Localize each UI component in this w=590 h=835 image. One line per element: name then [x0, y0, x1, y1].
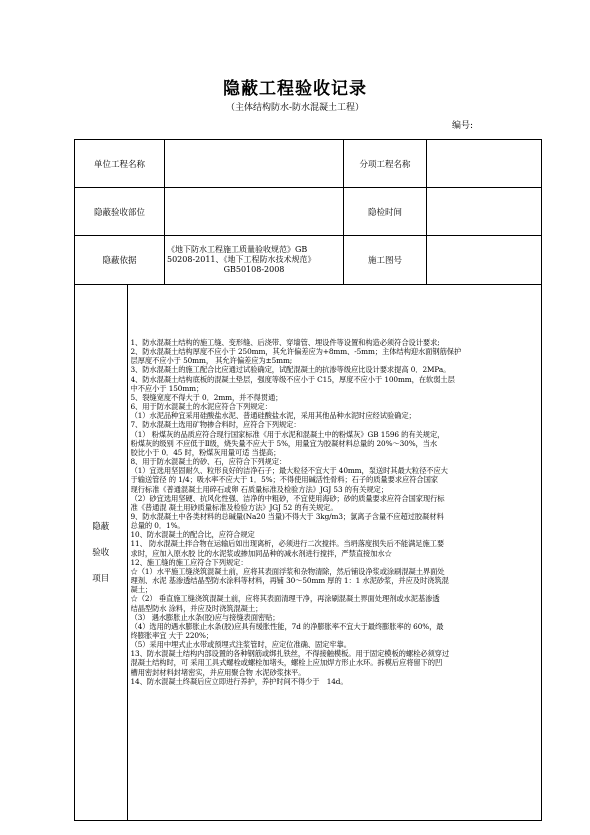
sub-project-label: 分项工程名称 [344, 140, 427, 188]
content-line: （4）选用的遇水膨胀止水条(胶)应具有缓胀性能，7d 的净膨胀率不宜大于最终膨胀率的 60%，最 [130, 621, 444, 631]
content-line: 7、防水混凝土选用矿物掺合料时，应符合下列规定： [130, 420, 301, 430]
drawing-label: 施工图号 [344, 236, 427, 285]
content-line: 8、用于防水混凝土的砂、石，应符合下列规定： [130, 457, 287, 467]
hidden-part-label: 隐蔽验收部位 [75, 188, 165, 236]
content-line: 3、防水混凝土的施工配合比应通过试验确定，试配混凝土的抗渗等级应比设计要求提高 0．2MPa。 [130, 365, 451, 375]
hidden-time-value[interactable] [427, 188, 542, 236]
content-line: 12、施工缝的施工应符合下列规定： [130, 557, 248, 567]
items-cell [75, 285, 542, 821]
basis-line: 《地下防水工程施工质量验收规范》GB [167, 245, 308, 254]
content-line: 5、裂缝宽度不得大于 0．2mm，并不得贯通； [130, 392, 283, 402]
content-line: （5）采用中埋式止水带或预埋式注浆管时，应定位准确、固定牢靠。 [130, 640, 351, 650]
content-line: ☆（1）水平施工缝浇筑混凝土前，应将其表面浮浆和杂物清除，然后铺设净浆或涂刷混凝土界面处 [130, 566, 445, 576]
content-line: （3） 遇水膨胀止水条(胶)应与接缝表面密贴； [130, 612, 280, 622]
content-line: 14、防水混凝土终凝后应立即进行养护，养护时间不得少于 14d。 [130, 676, 348, 686]
content-line: 4、防水混凝土结构底板的混凝土垫层，强度等级不应小于 C15，厚度不应小于 100mm，在软弱土层 [130, 374, 455, 384]
basis-line: 50208-2011、《地下工程防水技术规范》 [167, 255, 316, 264]
content-line: 混凝土结构时，可 采用工具式螺栓或螺栓加堵头，螺栓上应加焊方形止水环。拆模后应将留下的凹 [130, 658, 443, 668]
content-line: 1、防水混凝土结构的施工缝、变形缝、后浇带、穿墙管、埋设件等设置和构造必须符合设计要求; [130, 338, 440, 347]
content-line: ☆（2） 垂直施工缝浇筑混凝土前，应将其表面清理干净，再涂刷混凝土界面处理剂或水泥基渗透 [130, 594, 440, 604]
content-line: 终膨胀率宜 大于 220%； [130, 631, 213, 640]
hidden-time-label: 隐检时间 [344, 188, 427, 236]
content-line: 2、防水混凝土结构厚度不应小于 250mm，其允许偏差应为+8mm、-5mm；主体结构迎水面钢筋保护 [130, 347, 462, 357]
items-label: 隐蔽 验收 项目 [75, 285, 127, 820]
content-line: 胶比小于 0．45 时，粉煤灰用量可适 当提高； [130, 447, 281, 457]
drawing-value[interactable] [427, 236, 542, 285]
content-line: 于输送管径 的 1/4；吸水率不应大于 1．5%；不得使用碱活性骨料；石子的质量要求应符合国家 [130, 475, 438, 485]
content-line: 理剂、水泥 基渗透结晶型防水涂料等材料，再铺 30～50mm 厚的 1：1 水泥砂浆，并应及时浇筑混 [130, 576, 449, 586]
content-line: 准《普通混 凝土用砂质量标准及检验方法》JGJ 52 的有关规定。 [130, 502, 338, 512]
content-line: 9、防水混凝土中各类材料的总碱量(Na20 当量)不得大于 3kg/m3；氯离子含量不应超过胶凝材料 [130, 511, 444, 521]
content-line: 凝土； [130, 585, 153, 595]
record-table [74, 139, 542, 821]
row-unit-project [75, 140, 542, 188]
basis-value [165, 236, 344, 285]
content-line: 13、防水混凝土结构内部设置的各种钢筋或绑扎铁丝，不得接触模板。用于固定模板的螺栓必须穿过 [130, 649, 450, 659]
basis-label: 隐蔽依据 [75, 236, 165, 285]
content-line: 粉煤灰的级别 不应低于Ⅱ级，烧失量不应大于 5%，用量宜为胶凝材料总量的 20%～30%，当水 [130, 438, 438, 448]
unit-project-value[interactable] [165, 140, 344, 188]
items-content [127, 285, 541, 820]
content-line: 中不应小于 150mm； [130, 383, 204, 393]
content-line: （1）水泥品种宜采用硅酸盐水泥、普通硅酸盐水泥，采用其他品种水泥时应经试验确定； [130, 411, 416, 421]
content-line: 总量的 0．1%。 [130, 521, 185, 531]
unit-project-label: 单位工程名称 [75, 140, 165, 188]
hidden-part-value[interactable] [165, 188, 344, 236]
sub-project-value[interactable] [427, 140, 542, 188]
content-line: 层厚度不应小于 50mm， 其允许偏差应为±5mm; [130, 356, 293, 366]
content-line: （1） 粉煤灰的品质应符合现行国家标准《用于水泥和混凝土中的粉煤灰》GB 1596 的有关规定， [130, 429, 445, 439]
items-inner-table [75, 285, 541, 820]
content-line: 求时，应加入原水胶 比的水泥浆或掺加同品种的减水剂进行搅拌，严禁直接加水☆ [130, 548, 392, 558]
content-line: （1）宜选用坚固耐久、粒形良好的洁净石子；最大粒径不宜大于 40mm，泵送时其最大粒径不应大 [130, 466, 448, 476]
content-line: 11、 防水混凝土拌合物在运输后如出现离析，必须进行二次搅拌。当坍落度损失后不能满足施工要 [130, 539, 445, 549]
content-line: 6、用于防水混凝土的水泥应符合下列规定： [130, 402, 272, 412]
content-line: （2）砂宜选用坚硬、抗风化性强、洁净的中粗砂，不宜使用海砂；砂的质量要求应符合国家现行标 [130, 493, 445, 503]
number-label: 编号: [452, 121, 474, 131]
row-items [75, 285, 542, 821]
content-line: 槽用密封材料封堵密实，并应用聚合物 水泥砂浆抹平。 [130, 667, 306, 677]
content-line: 现行标准《普通混凝土用碎石或卵 石质量标准及检验方法》JGJ 53 的有关规定； [130, 484, 388, 494]
page-title: 隐蔽工程验收记录 [223, 79, 367, 99]
content-line: 结晶型防水 涂料，并应及时浇筑混凝土； [130, 603, 263, 613]
page-subtitle: （主体结构防水-防水混凝土工程） [225, 103, 365, 113]
row-basis [75, 236, 542, 285]
content-line: 10、防水混凝土的配合比，应符合规定 [130, 530, 255, 540]
row-hidden-part [75, 188, 542, 236]
basis-line: GB50108-2008 [223, 265, 285, 274]
